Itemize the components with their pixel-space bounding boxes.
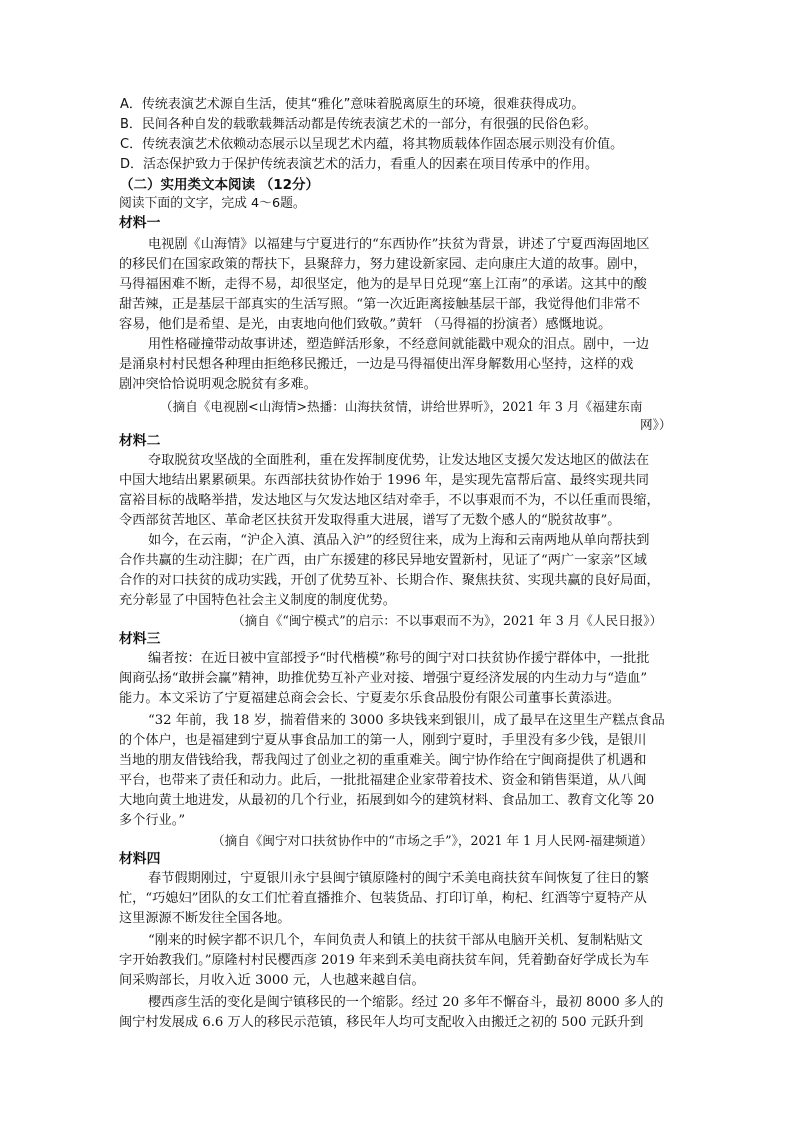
material-1-line: 剧冲突恰恰说明观念脱贫有多难。: [119, 377, 317, 392]
material-2-line: 夺取脱贫攻坚战的全面胜利，重在发挥制度优势，让发达地区支援欠发达地区的做法在: [148, 453, 650, 468]
option-d: D．活态保护致力于保护传统表演艺术的活力，看重人的因素在项目传承中的作用。: [120, 157, 599, 172]
material-2-line: 令西部贫苦地区、革命老区扶贫开发取得重大进展，谱写了无数个感人的“脱贫故事”。: [119, 513, 621, 528]
material-2-line: 中国大地结出累累硕果。东西部扶贫协作始于 1996 年，是实现先富帮后富、最终实现共同: [119, 473, 649, 488]
material-2-line: 合作共赢的生动注脚；在广西，由广东援建的移民异地安置新村，见证了“两广一家亲”区域: [119, 553, 647, 568]
material-4-line: 闽宁村发展成 6.6 万人的移民示范镇，移民年人均可支配收入由搬迁之初的 500 元跃升到: [119, 1015, 644, 1030]
instruction: 阅读下面的文字，完成 4～6题。: [119, 196, 306, 211]
material-2-line: 如今，在云南，“沪企入滇、滇品入沪”的经贸往来，成为上海和云南两地从单向帮扶到: [148, 533, 650, 548]
material-4-line: 字开始教我们。”原隆村村民樱西彦 2019 年来到禾美电商扶贫车间，凭着勤奋好学成长为车: [119, 953, 650, 968]
material-3-line: 当地的朋友借钱给我，帮我闯过了创业之初的重重难关。闽宁协作给在宁闽商提供了机遇和: [119, 753, 647, 768]
material-2-line: 富裕目标的战略举措，发达地区与欠发达地区结对牵手，不以事艰而不为，不以任重而畏缩，: [119, 493, 660, 508]
material-4-line: 间采购部长，月收入近 3000 元，人也越来越自信。: [119, 973, 425, 988]
material-3-line: 能力。本文采访了宁夏福建总商会会长、宁夏麦尔乐食品股份有限公司董事长黄添进。: [119, 691, 621, 706]
material-1-line: 马得福困难不断，走得不易，却很坚定，他为的是早日兑现“塞上江南”的承诺。这其中的酸: [119, 277, 647, 292]
material-4-line: 樱西彦生活的变化是闽宁镇移民的一个缩影。经过 20 多年不懈奋斗，最初 8000 多人的: [148, 995, 664, 1010]
material-4-line: 春节假期刚过，宁夏银川永宁县闽宁镇原隆村的闽宁禾美电商扶贫车间恢复了往日的繁: [148, 871, 650, 886]
material-1-source-cont: 网》）: [640, 417, 672, 432]
material-1-source: （摘自《电视剧<山海情>热播：山海扶贫情，讲给世界听》，2021 年 3 月《福建东南: [160, 399, 643, 414]
material-1-line: 用性格碰撞带动故事讲述，塑造鲜活形象，不经意间就能戳中观众的泪点。剧中，一边: [148, 337, 650, 352]
material-3-line: 闽商弘扬“敢拼会赢”精神，助推优势互补产业对接、增强宁夏经济发展的内生动力与“造血”: [119, 671, 648, 686]
material-3-line: 的个体户，也是福建到宁夏从事食品加工的第一人，刚到宁夏时，手里没有多少钱，是银川: [119, 733, 647, 748]
material-2-label: 材料二: [119, 433, 161, 449]
material-1-line: 电视剧《山海情》以福建与宁夏进行的“东西协作”扶贫为背景，讲述了宁夏西海固地区: [148, 237, 650, 252]
material-1-line: 容易，他们是希望、是光，由衷地向他们致敬。”黄轩 （马得福的扮演者）感慨地说。: [119, 317, 612, 332]
material-1-line: 的移民们在国家政策的帮扶下，县聚辞力，努力建设新家园、走向康庄大道的故事。剧中，: [119, 257, 647, 272]
material-4-line: 忙，“巧媳妇”团队的女工们忙着直播推介、包装货品、打印订单，枸杞、红酒等宁夏特产从: [119, 891, 647, 906]
material-3-line: 大地向黄土地进发，从最初的几个行业，拓展到如今的建筑材料、食品加工、教育文化等 20: [119, 793, 655, 808]
option-c: C．传统表演艺术依赖动态展示以呈现艺术内蕴，将其物质载体作固态展示则没有价值。: [120, 137, 624, 152]
material-1-label: 材料一: [119, 215, 161, 231]
material-4-line: 这里源源不断发往全国各地。: [119, 911, 291, 926]
material-1-line: 是涌泉村村民想各种理由拒绝移民搬迁，一边是马得福使出浑身解数用心坚持，这样的戏: [119, 357, 634, 372]
option-b: B．民间各种自发的载歌载舞活动都是传统表演艺术的一部分，有很强的民俗色彩。: [120, 117, 597, 132]
material-2-line: 合作的对口扶贫的成功实践，开创了优势互补、长期合作、聚焦扶贫、实现共赢的良好局面，: [119, 573, 660, 588]
material-3-source: （摘自《闽宁对口扶贫协作中的“市场之手”》，2021 年 1 月人民网-福建频道）: [212, 833, 653, 848]
material-2-source: （摘自《“闽宁模式”的启示：不以事艰而不为》，2021 年 3 月《人民日报》）: [232, 613, 663, 628]
material-4-label: 材料四: [119, 851, 161, 867]
material-1-line: 甜苦辣，正是基层干部真实的生活写照。“第一次近距离接触基层干部，我觉得他们非常不: [119, 297, 641, 312]
material-4-line: “刚来的时候字都不识几个，车间负责人和镇上的扶贫干部从电脑开关机、复制粘贴文: [148, 933, 643, 948]
material-3-line: 编者按：在近日被中宣部授予“时代楷模”称号的闽宁对口扶贫协作援宁群体中，一批批: [148, 651, 650, 666]
material-3-line: 平台，也带来了责任和动力。此后，一批批福建企业家带着技术、资金和销售渠道，从八闽: [119, 773, 647, 788]
material-3-line: “32 年前，我 18 岁，揣着借来的 3000 多块钱来到银川，成了最早在这里生产糕点食品: [148, 713, 665, 728]
material-3-line: 多个行业。”: [119, 813, 186, 828]
material-3-label: 材料三: [119, 631, 161, 647]
option-a: A．传统表演艺术源自生活，使其“雅化”意味着脱离原生的环境，很难获得成功。: [120, 97, 585, 112]
material-2-line: 充分彰显了中国特色社会主义制度的制度优势。: [119, 593, 396, 608]
section-title: （二）实用类文本阅读 （12分）: [120, 177, 319, 193]
